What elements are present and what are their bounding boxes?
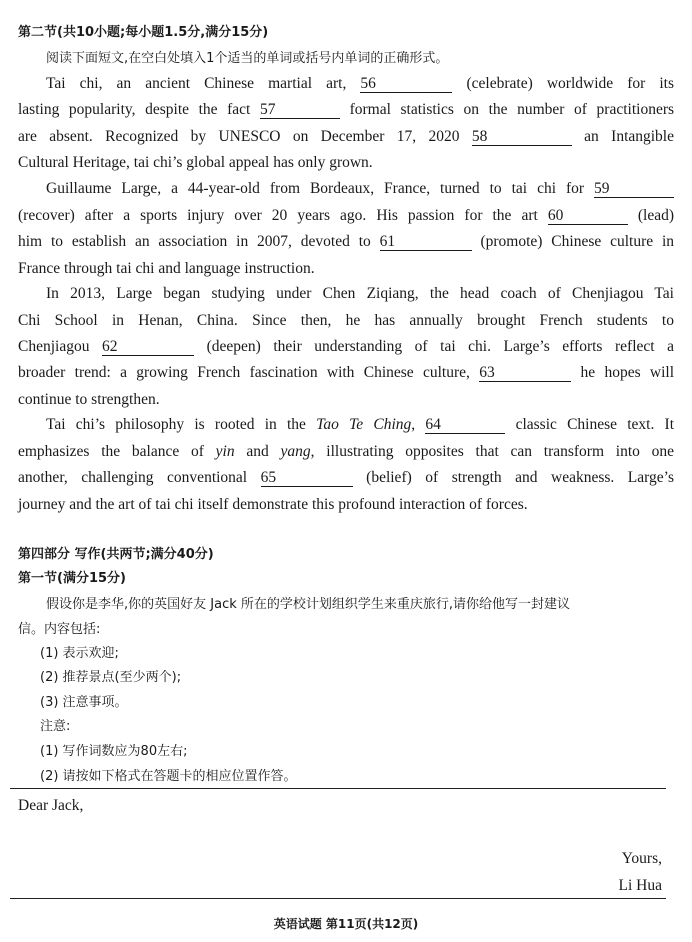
passage-line: lasting popularity, despite the fact 57 formal statistics on the number of practitioners xyxy=(18,101,675,118)
content-item: (1) 表示欢迎; xyxy=(40,646,119,661)
passage-line: him to establish an association in 2007, devoted to 61 (promote) Chinese culture in xyxy=(18,233,675,250)
passage-line: emphasizes the balance of yin and yang, illustrating opposites that can transform into one xyxy=(18,443,675,460)
blank-60[interactable]: 60 xyxy=(548,208,628,225)
passage-line: journey and the art of tai chi itself demonstrate this profound interaction of forces. xyxy=(18,496,528,513)
passage-line: another, challenging conventional 65 (belief) of strength and weakness. Large’s xyxy=(18,469,675,486)
blank-64[interactable]: 64 xyxy=(425,417,505,434)
blank-65[interactable]: 65 xyxy=(261,470,353,487)
note-item: (1) 写作词数应为80左右; xyxy=(40,744,188,759)
passage-line: broader trend: a growing French fascination with Chinese culture, 63 he hopes will xyxy=(18,364,675,381)
passage-line: Tai chi’s philosophy is rooted in the Tao Te Ching, 64 classic Chinese text. It xyxy=(46,416,675,433)
blank-58[interactable]: 58 xyxy=(472,129,572,146)
passage-line: are absent. Recognized by UNESCO on December 17, 2020 58 an Intangible xyxy=(18,128,674,145)
blank-56[interactable]: 56 xyxy=(360,76,452,93)
divider xyxy=(10,788,666,789)
passage-line: (recover) after a sports injury over 20 years ago. His passion for the art 60 (lead) xyxy=(18,207,675,224)
letter-closing: Yours, xyxy=(621,850,662,867)
passage-line: Cultural Heritage, tai chi’s global appeal has only grown. xyxy=(18,154,373,171)
passage-line: Guillaume Large, a 44-year-old from Bordeaux, France, turned to tai chi for 59 xyxy=(46,180,674,198)
letter-greeting: Dear Jack, xyxy=(18,797,84,814)
passage-line: continue to strengthen. xyxy=(18,391,160,408)
part-4-subsection: 第一节(满分15分) xyxy=(18,571,126,586)
blank-63[interactable]: 63 xyxy=(479,365,571,382)
part-4-header: 第四部分 写作(共两节;满分40分) xyxy=(18,547,214,562)
writing-prompt: 假设你是李华,你的英国好友 Jack 所在的学校计划组织学生来重庆旅行,请你给他写一封建议 xyxy=(46,597,571,612)
section-2-instruction: 阅读下面短文,在空白处填入1个适当的单词或括号内单词的正确形式。 xyxy=(46,51,449,66)
content-item: (2) 推荐景点(至少两个); xyxy=(40,670,182,685)
letter-signature: Li Hua xyxy=(618,877,662,894)
blank-57[interactable]: 57 xyxy=(260,102,340,119)
blank-62[interactable]: 62 xyxy=(102,339,194,356)
blank-61[interactable]: 61 xyxy=(380,234,472,251)
passage-line: France through tai chi and language instruction. xyxy=(18,260,315,277)
content-item: (3) 注意事项。 xyxy=(40,695,128,710)
divider xyxy=(10,898,666,899)
note-item: (2) 请按如下格式在答题卡的相应位置作答。 xyxy=(40,769,297,784)
note-label: 注意: xyxy=(40,719,71,734)
writing-prompt-continued: 信。内容包括: xyxy=(18,622,101,637)
blank-59[interactable]: 59 xyxy=(594,181,674,198)
page-footer: 英语试题 第11页(共12页) xyxy=(273,917,419,931)
passage-line: Tai chi, an ancient Chinese martial art, 56 (celebrate) worldwide for its xyxy=(46,75,675,92)
passage-line: Chenjiagou 62 (deepen) their understanding of tai chi. Large’s efforts reflect a xyxy=(18,338,675,355)
passage-line: In 2013, Large began studying under Chen Ziqiang, the head coach of Chenjiagou Tai xyxy=(46,285,674,302)
passage-line: Chi School in Henan, China. Since then, he has annually brought French students to xyxy=(18,312,674,329)
section-2-header: 第二节(共10小题;每小题1.5分,满分15分) xyxy=(18,25,269,40)
